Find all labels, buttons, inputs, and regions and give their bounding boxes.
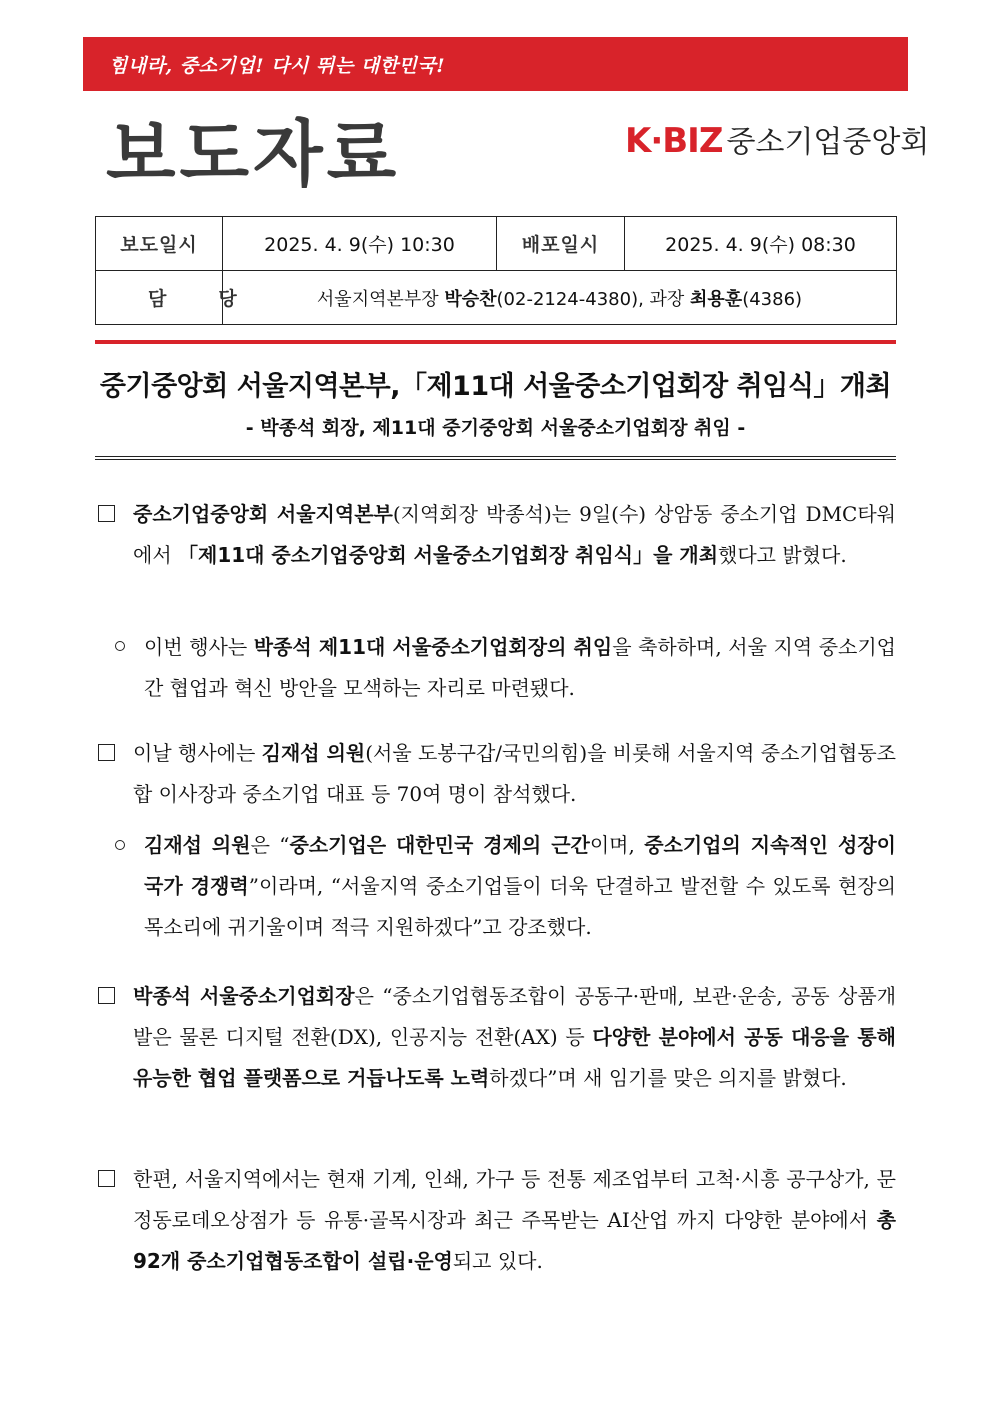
- headline: 중기중앙회 서울지역본부,「제11대 서울중소기업회장 취임식」개최: [99, 371, 892, 402]
- box-bullet-3: [98, 987, 115, 1004]
- box-bullet-2: [98, 744, 115, 761]
- paragraph-3: [133, 733, 896, 815]
- subheadline: - 박종석 회장, 제11대 중기중앙회 서울중소기업회장 취임 -: [245, 417, 746, 439]
- contact-name-2: 최용훈: [690, 288, 743, 310]
- p3-bold-1: 김재섭 의원: [261, 741, 366, 765]
- release-info-table: [95, 216, 897, 325]
- p2-bold-1: 박종석 제11대 서울중소기업회장의 취임: [253, 635, 613, 659]
- p4-text-1: 은 “: [250, 833, 290, 857]
- contact-label: 담당: [96, 271, 223, 325]
- distribution-date-value: 2025. 4. 9(수) 08:30: [625, 217, 897, 271]
- divider-double: [95, 456, 896, 460]
- circle-bullet-1: [115, 641, 125, 651]
- p5-text-2: 하겠다”며 새 임기를 맞은 의지를 밝혔다.: [489, 1066, 847, 1090]
- logo-mark: K·BIZ: [625, 121, 723, 161]
- p4-text-2: 이며,: [589, 833, 645, 857]
- contact-name-1: 박승찬: [444, 288, 497, 310]
- p1-bold-2: 「제11대 중소기업중앙회 서울중소기업회장 취임식」을 개최: [178, 543, 719, 567]
- p2-text-2: 을 축하하며, 서울 지역 중소기업 간 협업과 혁신 방안을 모색하는 자리로 마련됐다.: [144, 635, 896, 700]
- distribution-date-label: 배포일시: [497, 217, 625, 271]
- paragraph-1: [133, 494, 896, 576]
- p4-bold-2: 중소기업은 대한민국 경제의 근간: [289, 833, 590, 857]
- contact-mid: (02-2124-4380), 과장: [496, 288, 691, 310]
- circle-bullet-2: [115, 840, 125, 850]
- kbiz-logo: [625, 117, 929, 161]
- paragraph-6: [133, 1159, 896, 1282]
- divider-red: [95, 340, 896, 344]
- slogan-banner: [83, 37, 908, 91]
- paragraph-4: [144, 825, 896, 948]
- contact-value: [223, 271, 897, 325]
- p1-bold-1: 중소기업중앙회 서울지역본부: [133, 502, 393, 526]
- contact-prefix: 서울지역본부장: [316, 288, 445, 310]
- p6-bold-1: 총 92개 중소기업협동조합이 설립·운영: [133, 1208, 896, 1273]
- box-bullet-4: [98, 1170, 115, 1187]
- paragraph-5: [133, 976, 896, 1099]
- slogan-text: 힘내라, 중소기업! 다시 뛰는 대한민국!: [109, 55, 446, 77]
- p2-text-1: 이번 행사는: [144, 635, 254, 659]
- contact-suffix: (4386): [742, 288, 803, 310]
- release-date-label: 보도일시: [96, 217, 223, 271]
- p6-text-1: 한편, 서울지역에서는 현재 기계, 인쇄, 가구 등 전통 제조업부터 고척·시흥 공구상가, 문정동로데오상점가 등 유통·골목시장과 최근 주목받는 AI산업 까지 다양한 분야에서: [133, 1167, 896, 1232]
- p6-text-2: 되고 있다.: [452, 1249, 543, 1273]
- p3-text-1: 이날 행사에는: [133, 741, 262, 765]
- release-date-value: 2025. 4. 9(수) 10:30: [223, 217, 497, 271]
- p5-bold-1: 박종석 서울중소기업회장: [133, 984, 355, 1008]
- p1-text-2: 했다고 밝혔다.: [718, 543, 847, 567]
- logo-org-name: 중소기업중앙회: [726, 125, 930, 160]
- p1-text-1: (지역회장 박종석)는 9일(수) 상암동 중소기업 DMC타워에서: [133, 502, 897, 567]
- p4-bold-3: 중소기업의 지속적인 성장이 국가 경쟁력: [144, 833, 896, 898]
- document-type-title: 보도자료: [106, 112, 401, 196]
- p3-text-2: (서울 도봉구갑/국민의힘)을 비롯해 서울지역 중소기업협동조합 이사장과 중소기업 대표 등 70여 명이 참석했다.: [133, 741, 896, 806]
- p4-text-3: ”이라며, “서울지역 중소기업들이 더욱 단결하고 발전할 수 있도록 현장의 목소리에 귀기울이며 적극 지원하겠다”고 강조했다.: [144, 874, 896, 939]
- paragraph-2: [144, 627, 896, 709]
- p5-text-1: 은 “중소기업협동조합이 공동구·판매, 보관·운송, 공동 상품개발은 물론 디지털 전환(DX), 인공지능 전환(AX) 등: [133, 984, 897, 1049]
- box-bullet-1: [98, 505, 115, 522]
- p4-bold-1: 김재섭 의원: [144, 833, 251, 857]
- p5-bold-2: 다양한 분야에서 공동 대응을 통해 유능한 협업 플랫폼으로 거듭나도록 노력: [133, 1025, 896, 1090]
